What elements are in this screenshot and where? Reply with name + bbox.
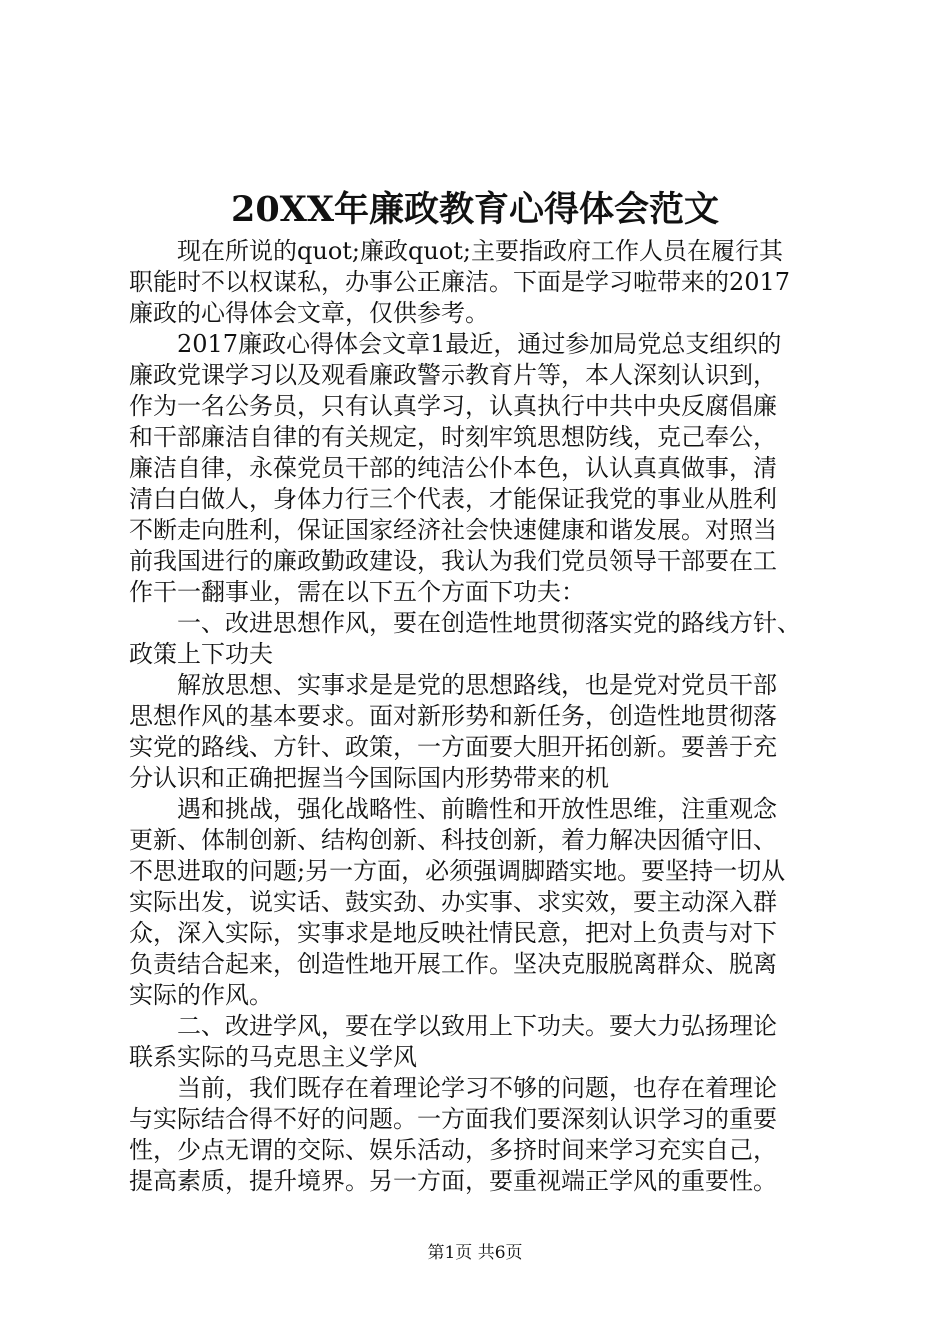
body-line: 职能时不以权谋私，办事公正廉洁。下面是学习啦带来的2017 <box>129 268 791 296</box>
body-line: 2017廉政心得体会文章1最近，通过参加局党总支组织的 <box>177 330 782 358</box>
body-line: 作为一名公务员，只有认真学习，认真执行中共中央反腐倡廉 <box>129 392 777 420</box>
body-line: 政策上下功夫 <box>129 640 273 668</box>
body-line: 与实际结合得不好的问题。一方面我们要深刻认识学习的重要 <box>129 1105 777 1133</box>
body-line: 廉洁自律，永葆党员干部的纯洁公仆本色，认认真真做事，清 <box>129 454 777 482</box>
body-line: 实党的路线、方针、政策，一方面要大胆开拓创新。要善于充 <box>129 733 777 761</box>
body-line: 众，深入实际，实事求是地反映社情民意，把对上负责与对下 <box>129 919 777 947</box>
body-line: 实际的作风。 <box>129 981 273 1009</box>
body-line: 作干一翻事业，需在以下五个方面下功夫： <box>129 578 585 606</box>
body-line: 不断走向胜利，保证国家经济社会快速健康和谐发展。对照当 <box>129 516 777 544</box>
page-footer: 第1页 共6页 <box>427 1243 523 1263</box>
body-line: 一、改进思想作风，要在创造性地贯彻落实党的路线方针、 <box>177 609 801 637</box>
body-line: 当前，我们既存在着理论学习不够的问题，也存在着理论 <box>177 1074 777 1102</box>
body-line: 和干部廉洁自律的有关规定，时刻牢筑思想防线，克己奉公， <box>129 423 777 451</box>
body-line: 更新、体制创新、结构创新、科技创新，着力解决因循守旧、 <box>129 826 777 854</box>
document-body <box>129 236 839 1197</box>
body-line: 二、改进学风，要在学以致用上下功夫。要大力弘扬理论 <box>177 1012 777 1040</box>
body-line: 前我国进行的廉政勤政建设，我认为我们党员领导干部要在工 <box>129 547 777 575</box>
body-line: 现在所说的quot;廉政quot;主要指政府工作人员在履行其 <box>177 237 783 265</box>
body-line: 联系实际的马克思主义学风 <box>129 1043 417 1071</box>
body-line: 分认识和正确把握当今国际国内形势带来的机 <box>129 764 609 792</box>
body-line: 廉政的心得体会文章，仅供参考。 <box>129 299 489 327</box>
body-line: 遇和挑战，强化战略性、前瞻性和开放性思维，注重观念 <box>177 795 777 823</box>
body-line: 实际出发，说实话、鼓实劲、办实事、求实效，要主动深入群 <box>129 888 777 916</box>
body-line: 负责结合起来，创造性地开展工作。坚决克服脱离群众、脱离 <box>129 950 777 978</box>
body-line: 不思进取的问题;另一方面，必须强调脚踏实地。要坚持一切从 <box>129 857 786 885</box>
document-title: 20XX年廉政教育心得体会范文 <box>230 189 720 230</box>
body-line: 廉政党课学习以及观看廉政警示教育片等，本人深刻认识到， <box>129 361 777 389</box>
body-line: 思想作风的基本要求。面对新形势和新任务，创造性地贯彻落 <box>129 702 777 730</box>
body-line: 提高素质，提升境界。另一方面，要重视端正学风的重要性。 <box>129 1167 777 1195</box>
body-line: 解放思想、实事求是是党的思想路线，也是党对党员干部 <box>177 671 777 699</box>
body-line: 清白白做人，身体力行三个代表，才能保证我党的事业从胜利 <box>129 485 777 513</box>
body-line: 性，少点无谓的交际、娱乐活动，多挤时间来学习充实自己， <box>129 1136 777 1164</box>
